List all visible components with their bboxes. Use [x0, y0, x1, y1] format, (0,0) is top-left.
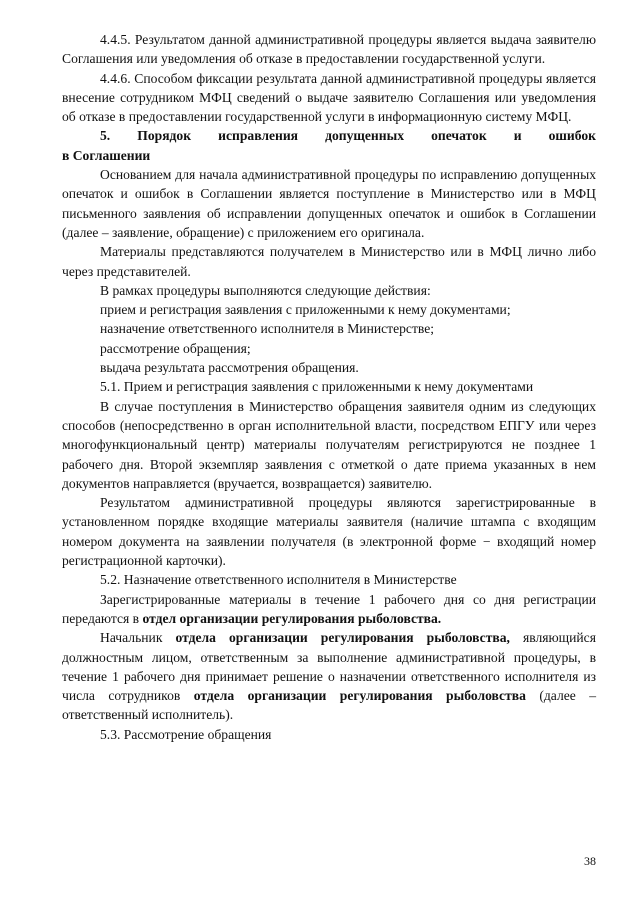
paragraph-materials: Материалы представляются получателем в Министерство или в МФЦ лично либо через представителей. [62, 244, 596, 279]
section-5-heading: 5. Порядок исправления допущенных опечаток и ошибок [100, 128, 596, 144]
paragraph-5-1-result: Результатом административной процедуры являются зарегистрированные в установленном порядке входящие материалы заявителя (наличие штампа с входящим номером документа на заявлении получателя (в электронной форме − входящий номер регистрационной карточки). [62, 495, 596, 569]
list-item: рассмотрение обращения; [100, 340, 251, 356]
text-run: являющийся должностным лицом, ответственным за выполнение административной процедуры, в течение 1 рабочего дня принимает решение о назначении ответственного исполнителя из числа сотрудников [62, 630, 596, 704]
text-run: Зарегистрированные материалы в течение 1 рабочего дня со дня регистрации передаются в [62, 591, 596, 626]
paragraph-5-2-head [62, 628, 596, 724]
document-page [62, 30, 596, 744]
list-item: выдача результата рассмотрения обращения. [100, 360, 359, 376]
bold-run: отдела организации регулирования рыболовства [193, 688, 526, 704]
paragraph-4-4-6: 4.4.6. Способом фиксации результата данной административной процедуры является внесение сотрудником МФЦ сведений о выдаче заявителю Соглашения или уведомления об отказе в предоставлении государственной услуги в информационную систему МФЦ. [62, 70, 596, 125]
paragraph-basis: Основанием для начала административной процедуры по исправлению допущенных опечаток и ошибок в Соглашении является поступление в Министерство или в МФЦ письменного заявления об исправлении допущенных опечаток и ошибок в Соглашении (далее – заявление, обращение) с приложением его оригинала. [62, 167, 596, 240]
subsection-5-3-title: 5.3. Рассмотрение обращения [100, 726, 272, 742]
list-item: назначение ответственного исполнителя в Министерстве; [100, 321, 435, 337]
bold-run: отдел организации регулирования рыболовства. [142, 610, 442, 626]
paragraph-4-4-5: 4.4.5. Результатом данной административной процедуры является выдача заявителю Соглашения или уведомления об отказе в предоставлении государственной услуги. [62, 32, 596, 67]
bold-run: отдела организации регулирования рыболовства, [175, 630, 510, 646]
page-number: 38 [584, 854, 596, 868]
subsection-5-1-title: 5.1. Прием и регистрация заявления с приложенными к нему документами [100, 379, 534, 395]
text-run: Начальник [100, 630, 176, 646]
list-item: прием и регистрация заявления с приложенными к нему документами; [100, 302, 511, 318]
text-run: (далее – ответственный исполнитель). [62, 688, 597, 723]
paragraph-5-1-registration: В случае поступления в Министерство обращения заявителя одним из следующих способов (непосредственно в орган исполнительной власти, посредством ЕПГУ или через многофункциональный центр) материалы получателям регистрируются не позднее 1 рабочего дня. Второй экземпляр заявления с отметкой о дате приема указанных в нем документов направляется (вручается, возвращается) заявителю. [62, 398, 596, 491]
paragraph-5-2-transfer [62, 590, 596, 629]
paragraph-actions-intro: В рамках процедуры выполняются следующие действия: [100, 282, 431, 298]
section-5-heading-tail: в Соглашении [62, 147, 151, 163]
subsection-5-2-title: 5.2. Назначение ответственного исполнителя в Министерстве [100, 572, 457, 588]
